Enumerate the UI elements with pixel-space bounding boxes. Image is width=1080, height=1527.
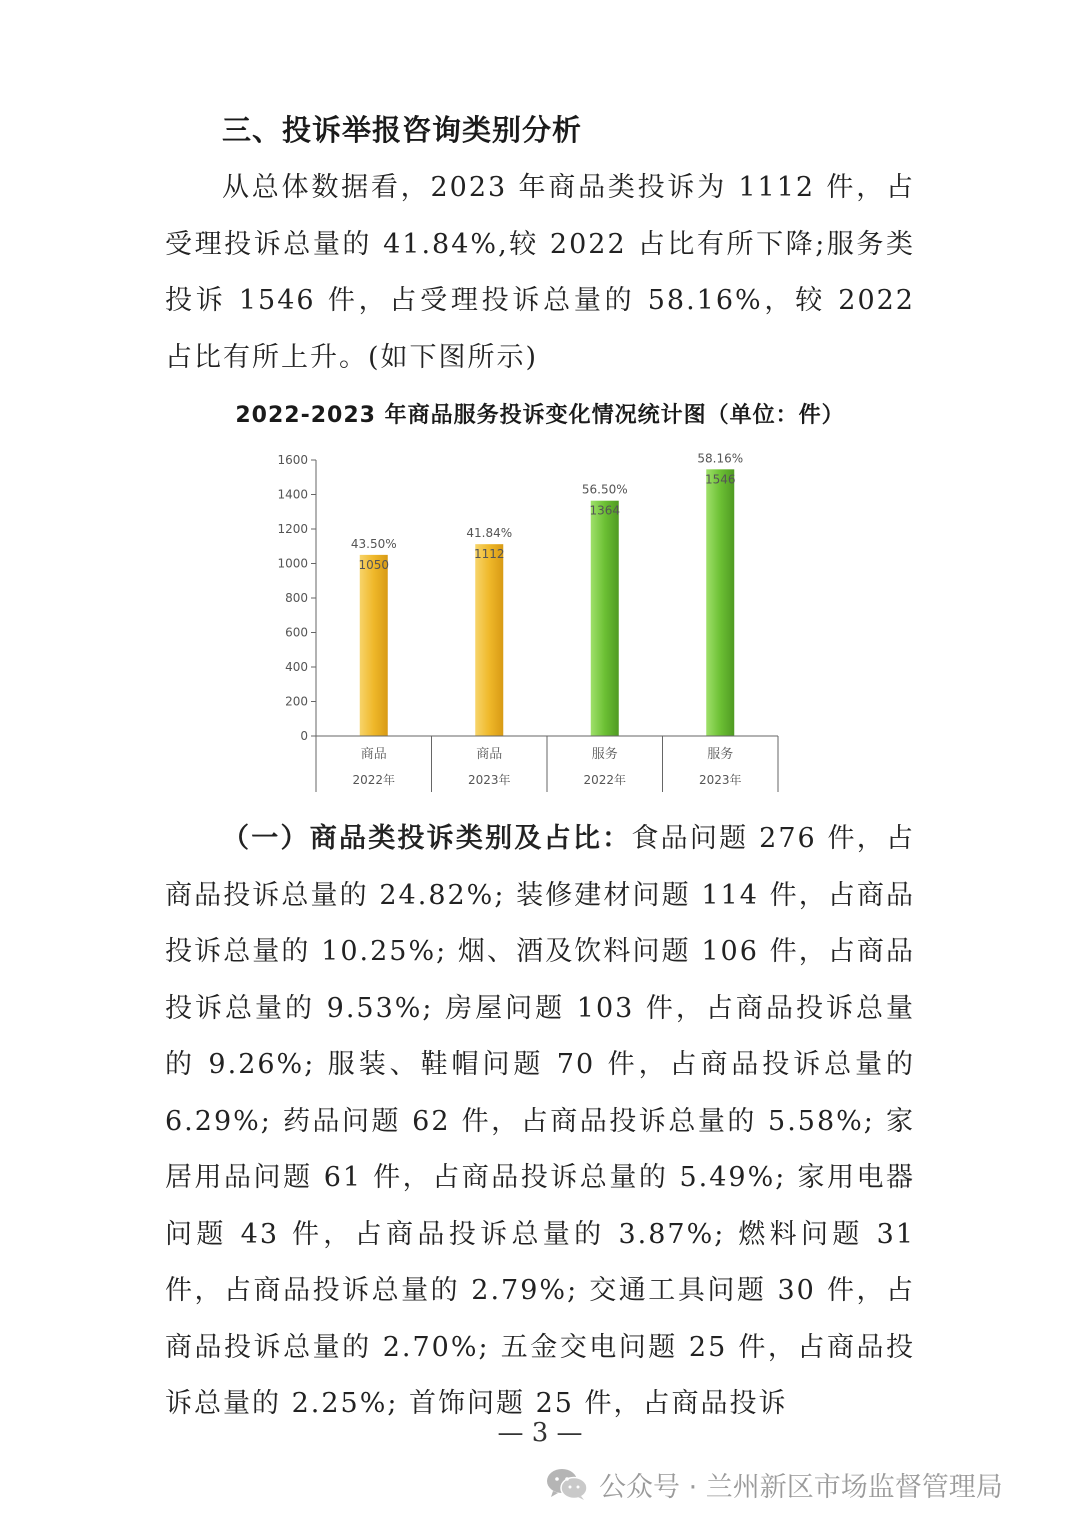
bar-chart [0, 440, 1080, 810]
watermark-text: 公众号 · 兰州新区市场监督管理局 [599, 1471, 1003, 1503]
x-year-label: 2022年 [583, 773, 627, 787]
y-tick-label: 1600 [277, 453, 308, 467]
watermark [545, 1464, 1003, 1504]
x-year-label: 2022年 [352, 773, 396, 787]
x-category-label: 商品 [360, 747, 387, 762]
value-label: 1112 [473, 547, 505, 562]
x-year-label: 2023年 [698, 773, 742, 787]
y-tick-label: 400 [285, 660, 308, 674]
value-label: 1050 [358, 557, 390, 572]
page-number: — 3 — [497, 1418, 583, 1448]
paragraph-lead: （一）商品类投诉类别及占比： [222, 823, 632, 854]
paragraph-goods-categories [165, 811, 915, 1433]
x-category-label: 服务 [707, 747, 734, 762]
value-label: 1546 [704, 472, 736, 487]
bar-0 [360, 555, 388, 736]
paragraph-overview: 从总体数据看，2023 年商品类投诉为 1112 件，占受理投诉总量的 41.84%,较 2022 占比有所下降;服务类投诉 1546 件，占受理投诉总量的 58.16%，较 2022 占比有所上升。(如下图所示) [165, 172, 915, 373]
x-category-label: 服务 [591, 747, 618, 762]
wechat-icon [545, 1467, 589, 1501]
percent-label: 58.16% [697, 451, 744, 466]
percent-label: 43.50% [350, 536, 397, 551]
bar-3 [706, 469, 734, 736]
y-tick-label: 800 [285, 591, 308, 605]
value-label: 1364 [589, 503, 621, 518]
bar-2 [591, 501, 619, 736]
x-category-label: 商品 [476, 747, 503, 762]
chart-title: 2022-2023 年商品服务投诉变化情况统计图（单位：件） [235, 403, 845, 428]
bar-1 [475, 544, 503, 736]
y-tick-label: 1200 [277, 522, 308, 536]
x-year-label: 2023年 [467, 773, 511, 787]
y-tick-label: 1400 [277, 487, 308, 502]
y-tick-label: 200 [285, 694, 308, 709]
section-heading: 三、投诉举报咨询类别分析 [222, 113, 583, 147]
percent-label: 56.50% [581, 482, 628, 497]
paragraph-body: 食品问题 276 件，占商品投诉总量的 24.82%; 装修建材问题 114 件，占商品投诉总量的 10.25%; 烟、酒及饮料问题 106 件，占商品投诉总量的 9.53%; 房屋问题 103 件，占商品投诉总量的 9.26%; 服装、鞋帽问题 70 件，占商品投诉总量的 6.29%; 药品问题 62 件，占商品投诉总量的 5.58%; 家居用品问题 61 件，占商品投诉总量的 5.49%; 家用电器问题 43 件，占商品投诉总量的 3.87%; 燃料问题 31 件，占商品投诉总量的 2.79%; 交通工具问题 30 件，占商品投诉总量的 2.70%; 五金交电问题 25 件，占商品投诉总量的 2.25%; 首饰问题 25 件，占商品投诉 [165, 823, 916, 1419]
y-tick-label: 600 [285, 625, 308, 640]
percent-label: 41.84% [466, 526, 513, 541]
y-tick-label: 0 [300, 729, 308, 743]
y-tick-label: 1000 [277, 556, 308, 571]
